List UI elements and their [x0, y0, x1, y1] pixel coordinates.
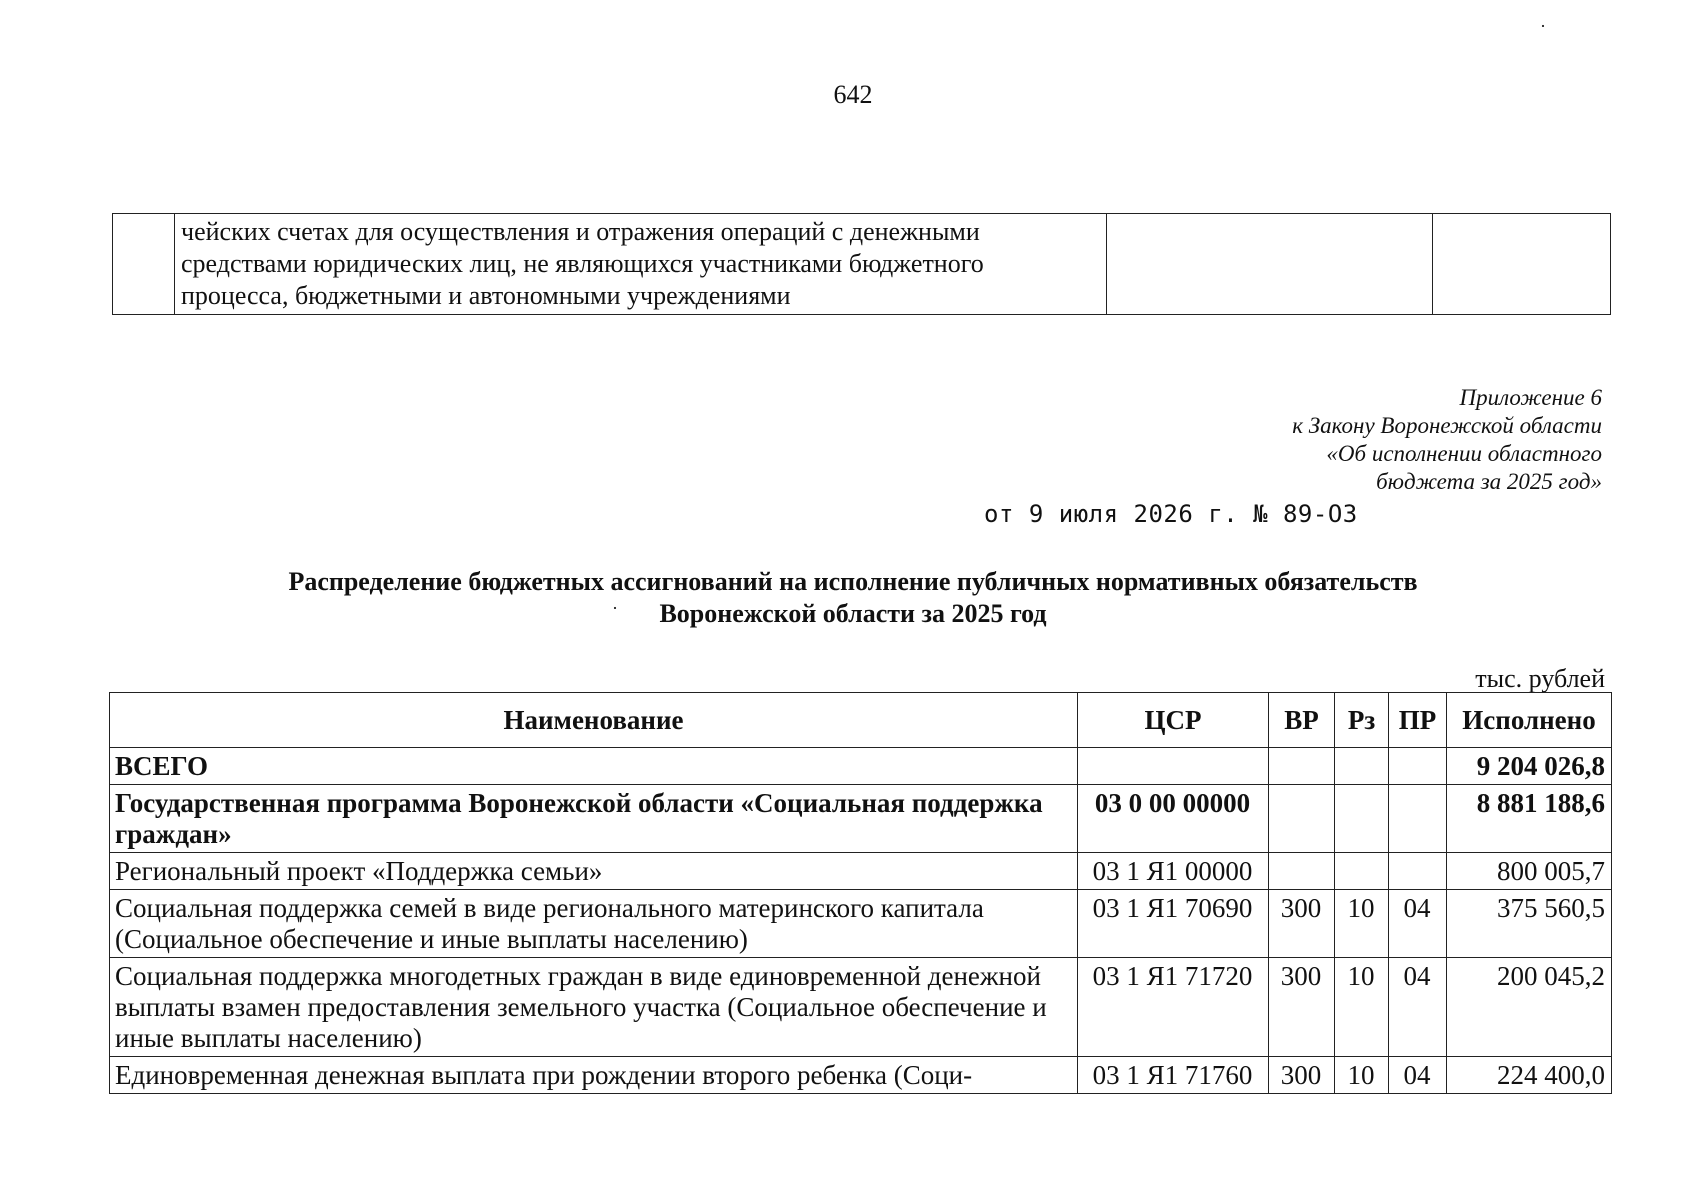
appropriations-table	[109, 692, 1612, 1094]
continuation-empty-cell	[113, 214, 175, 315]
page-number: 642	[833, 80, 873, 109]
row-name: ВСЕГО	[110, 748, 1078, 785]
continuation-text-cell	[175, 214, 1107, 315]
row-name: Социальная поддержка семей в виде регионального материнского капитала (Социальное обеспечение и иные выплаты населению)	[110, 890, 1078, 958]
table-row	[110, 958, 1612, 1057]
row-pr	[1389, 785, 1447, 853]
row-rz	[1335, 785, 1389, 853]
continuation-line-1: чейских счетах для осуществления и отражения операций с денежными	[181, 217, 980, 246]
row-pr: 04	[1389, 890, 1447, 958]
row-name: Региональный проект «Поддержка семьи»	[110, 853, 1078, 890]
table-row-program	[110, 785, 1612, 853]
row-executed: 9 204 026,8	[1447, 748, 1612, 785]
row-vr	[1269, 853, 1335, 890]
table-row	[110, 1057, 1612, 1094]
row-csr: 03 1 Я1 71760	[1078, 1057, 1269, 1094]
document-title-line-2: Воронежской области за 2025 год	[659, 599, 1047, 628]
header-pr: ПР	[1389, 693, 1447, 748]
row-executed: 200 045,2	[1447, 958, 1612, 1057]
continuation-line-2: средствами юридических лиц, не являющихся участниками бюджетного	[181, 249, 984, 278]
units-label: тыс. рублей	[1475, 664, 1605, 693]
continuation-row	[113, 214, 1611, 315]
law-date-stamp: от 9 июля 2026 г. № 89-ОЗ	[984, 500, 1358, 528]
document-title-line-1: Распределение бюджетных ассигнований на исполнение публичных нормативных обязательств	[288, 567, 1418, 596]
continuation-empty-cell	[1107, 214, 1433, 315]
row-pr	[1389, 853, 1447, 890]
row-name: Социальная поддержка многодетных граждан в виде единовременной денежной выплаты взамен предоставления земельного участка (Социальное обеспечение и иные выплаты населению)	[110, 958, 1078, 1057]
row-pr	[1389, 748, 1447, 785]
stray-dot-mark: ·	[612, 598, 618, 618]
row-vr: 300	[1269, 890, 1335, 958]
appendix-line-2: к Закону Воронежской области	[1292, 413, 1602, 438]
row-pr: 04	[1389, 1057, 1447, 1094]
row-rz: 10	[1335, 890, 1389, 958]
row-rz: 10	[1335, 958, 1389, 1057]
row-name: Государственная программа Воронежской области «Социальная поддержка граждан»	[110, 785, 1078, 853]
stray-dot-mark: ·	[1540, 16, 1546, 36]
document-title	[0, 566, 1706, 630]
row-vr	[1269, 748, 1335, 785]
table-row	[110, 890, 1612, 958]
continuation-empty-cell	[1433, 214, 1611, 315]
row-csr	[1078, 748, 1269, 785]
row-csr: 03 0 00 00000	[1078, 785, 1269, 853]
continuation-table	[112, 213, 1611, 315]
row-rz: 10	[1335, 1057, 1389, 1094]
appendix-line-1: Приложение 6	[1459, 385, 1602, 410]
table-row-total	[110, 748, 1612, 785]
table-row	[110, 853, 1612, 890]
header-executed: Исполнено	[1447, 693, 1612, 748]
row-executed: 800 005,7	[1447, 853, 1612, 890]
appendix-reference	[1292, 384, 1602, 496]
row-csr: 03 1 Я1 00000	[1078, 853, 1269, 890]
row-csr: 03 1 Я1 71720	[1078, 958, 1269, 1057]
table-header-row	[110, 693, 1612, 748]
row-rz	[1335, 853, 1389, 890]
header-vr: ВР	[1269, 693, 1335, 748]
appendix-line-4: бюджета за 2025 год»	[1376, 469, 1602, 494]
row-pr: 04	[1389, 958, 1447, 1057]
row-executed: 224 400,0	[1447, 1057, 1612, 1094]
row-csr: 03 1 Я1 70690	[1078, 890, 1269, 958]
row-name: Единовременная денежная выплата при рождении второго ребенка (Соци-	[110, 1057, 1078, 1094]
header-csr: ЦСР	[1078, 693, 1269, 748]
row-vr: 300	[1269, 958, 1335, 1057]
header-name: Наименование	[110, 693, 1078, 748]
header-rz: Рз	[1335, 693, 1389, 748]
row-executed: 375 560,5	[1447, 890, 1612, 958]
continuation-line-3: процесса, бюджетными и автономными учреждениями	[181, 281, 791, 310]
row-rz	[1335, 748, 1389, 785]
row-vr: 300	[1269, 1057, 1335, 1094]
row-vr	[1269, 785, 1335, 853]
row-executed: 8 881 188,6	[1447, 785, 1612, 853]
appendix-line-3: «Об исполнении областного	[1326, 441, 1602, 466]
